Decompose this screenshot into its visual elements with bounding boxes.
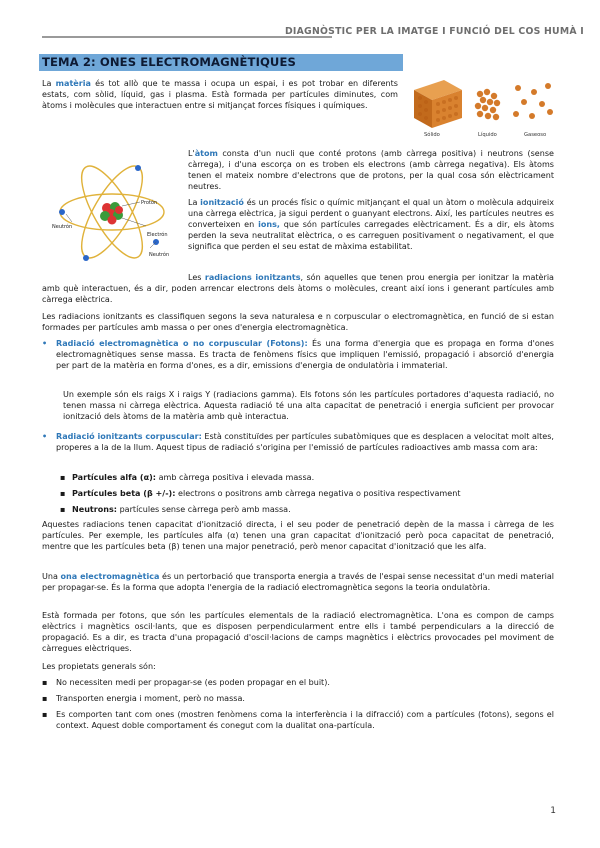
- ionization-term: ionització: [200, 198, 244, 207]
- bullet-corp-text: Està constituïdes per partícules subatòmiques que es desplacen a velocitat molt altes, properes a la de la llum. Aquest tipus de radiació s'origina per l'emissió de partícules radioactives amb massa com ara:: [56, 432, 554, 452]
- solid-cube-illustration: [414, 80, 462, 128]
- bullet-corp-term: Radiació ionitzants corpuscular:: [56, 432, 202, 441]
- ionization-text-a: és un procés físic o químic mitjançant el qual un àtom o molècula adquireix una càrrega elèctrica, ja sigui perdent o guanyant electrons. Així, les partícules neutres es converteixen en: [188, 198, 554, 229]
- bullet-dot: •: [42, 432, 48, 441]
- atom-label-proton: Protón: [141, 200, 158, 206]
- atom-term: àtom: [194, 149, 218, 158]
- state-label-liquid: Líquido: [478, 132, 497, 138]
- bullet-dot: •: [42, 339, 48, 348]
- matter-lead: La: [42, 79, 56, 88]
- state-label-gas: Gaseoso: [524, 132, 547, 138]
- square-bullet: ▪: [60, 473, 66, 482]
- liquid-illustration: [475, 89, 500, 120]
- ionization-text-b: que són partícules carregades elèctricament. És a dir, els àtoms perden la seva neutralitat elèctrica, o es carreguen positivament o negativament, el que significa que perden el seu estat de màxima estabilitat.: [188, 220, 555, 251]
- ionization-lead: La: [188, 198, 201, 207]
- bullet-em-term: Radiació electromagnètica o no corpuscular (Fotons):: [56, 339, 308, 348]
- wave-text: és un pertorbació que transporta energia a través de l'espai sense necessitat d'un medi material per propagar-se. És la forma que adopta l'energia de la radiació electromagnètica segons la teoria ondulatòria.: [42, 572, 554, 592]
- state-label-solid: Sólido: [424, 132, 440, 138]
- em-example-paragraph: [63, 389, 554, 422]
- wave-paragraph: [42, 571, 554, 593]
- classification-text: Les radiacions ionitzants es classifiquen segons la seva naturalesa e n corpuscular o electromagnètica, en funció de si estan formades per partícules amb massa o per ones d'energia electromagnètica.: [42, 312, 554, 332]
- composition-paragraph: [42, 610, 554, 654]
- particle-beta-term: Partícules beta (β +/-):: [72, 489, 176, 498]
- particle-item-alpha: [60, 472, 554, 483]
- particle-neutrons-term: Neutrons:: [72, 505, 118, 514]
- property-text: Es comporten tant com ones (mostren fenòmens coma la interferència i la difracció) com a partícules (fotons), segons el context. Aquest doble comportament és conegut com la dualitat ona-partícula.: [56, 710, 554, 730]
- section-title-bar: [39, 54, 403, 71]
- square-bullet: ▪: [60, 489, 66, 498]
- square-bullet: ▪: [42, 678, 48, 687]
- particle-item-beta: [60, 488, 554, 499]
- bullet-em-text: És una forma d'energia que es propaga en forma d'ones electromagnètiques sense massa. Es tracta de fenòmens físics que impliquen l'emissió, propagació i absorció d'energia per part de la matèria en forma d'ones, es a dir, emissions d'energia de ondulatòria i immaterial.: [56, 339, 554, 370]
- page-number: 1: [550, 806, 556, 816]
- capacity-text: Aquestes radiacions tenen capacitat d'ionització directa, i el seu poder de penetració depèn de la massa i càrrega de les partícules. Per exemple, les partícules alfa (α) tenen una gran capacitat d'ionització però poca capacitat de penetració, mentre que les partícules beta (β) tenen una major penetració, però menor capacitat d'ionització que les alfa.: [42, 520, 554, 551]
- properties-intro: [42, 661, 554, 672]
- property-text: No necessiten medi per propagar-se (es poden propagar en el buit).: [56, 678, 330, 687]
- ions-term: ions,: [258, 220, 280, 229]
- atom-text: consta d'un nucli que conté protons (amb càrrega positiva) i neutrons (sense càrrega), i d'una escorça on es troben els electrons (amb càrrega negativa). Els àtoms tenen el mateix nombre d'electrons que de protons, per la qual cosa són elèctricament neutres.: [188, 149, 554, 191]
- states-of-matter-figure: [410, 72, 560, 140]
- radiation-paragraph: [42, 272, 554, 305]
- square-bullet: ▪: [42, 710, 48, 719]
- matter-paragraph: [42, 78, 398, 111]
- atom-lead: L': [188, 149, 195, 158]
- property-text: Transporten energia i moment, però no massa.: [56, 694, 245, 703]
- atom-label-neutron-2: Neutrón: [149, 252, 170, 258]
- properties-intro-text: Les propietats generals són:: [42, 662, 156, 671]
- bullet-corpuscular: [42, 431, 554, 453]
- radiation-term: radiacions ionitzants: [204, 273, 301, 282]
- atom-figure: [52, 148, 182, 276]
- radiation-lead: Les: [188, 273, 205, 282]
- atom-label-electron: Electrón: [147, 232, 168, 238]
- particle-alpha-text: amb càrrega positiva i elevada massa.: [156, 473, 315, 482]
- running-header: DIAGNÒSTIC PER LA IMATGE I FUNCIÓ DEL COS HUMÀ I: [284, 26, 584, 37]
- square-bullet: ▪: [60, 505, 66, 514]
- bullet-electromagnetic: [42, 338, 554, 371]
- property-item: [42, 677, 554, 688]
- matter-term: matèria: [55, 79, 91, 88]
- property-item: [42, 693, 554, 704]
- atom-paragraph: [188, 148, 554, 192]
- particle-item-neutrons: [60, 504, 554, 515]
- particle-neutrons-text: partícules sense càrrega però amb massa.: [117, 505, 291, 514]
- section-title: TEMA 2: ONES ELECTROMAGNÈTIQUES: [42, 55, 296, 69]
- composition-text: Està formada per fotons, que són les partícules elementals de la radiació electromagnètica. L'ona es compon de camps elèctrics i magnètics oscil·lants, que es disposen perpendicularment entre ells i també perpendiculars a la direcció de propagació. Es a dir, es tracta d'una propagació d'oscil·lacions de camps magnètics i elèctrics provocades pel moviment de càrregues elèctriques.: [42, 611, 554, 653]
- atom-label-neutron: Neutrón: [52, 224, 73, 230]
- ionization-paragraph: [188, 197, 554, 252]
- property-item: [42, 709, 554, 731]
- particle-beta-text: electrons o positrons amb càrrega negativa o positiva respectivament: [175, 489, 461, 498]
- classification-paragraph: [42, 311, 554, 333]
- wave-lead: Una: [42, 572, 61, 581]
- particle-alpha-term: Partícules alfa (α):: [72, 473, 157, 482]
- capacity-paragraph: [42, 519, 554, 552]
- gas-illustration: [513, 83, 553, 119]
- radiation-text: , són aquelles que tenen prou energia per ionitzar la matèria amb què interactuen, és a dir, poden arrencar electrons dels àtoms o molècules, creant així ions i generant partícules amb càrrega elèctrica.: [42, 273, 554, 304]
- wave-term: ona electromagnètica: [60, 572, 160, 581]
- square-bullet: ▪: [42, 694, 48, 703]
- em-example-text: Un exemple són els raigs X i raigs Y (radiacions gamma). Els fotons són les partícules portadores d'aquesta radiació, no tenen massa ni càrrega elèctrica. Aquesta radiació té una alta capacitat de penetració i energia suficient per provocar ionització dels àtoms de la matèria amb què interactua.: [63, 390, 554, 421]
- matter-text: és tot allò que te massa i ocupa un espai, i es pot trobar en diferents estats, com sòlid, líquid, gas i plasma. Està formada per partícules diminutes, com àtoms i molècules que interactuen entre si mitjançat forces físiques i químiques.: [42, 79, 398, 110]
- atom-nucleus: [100, 202, 123, 225]
